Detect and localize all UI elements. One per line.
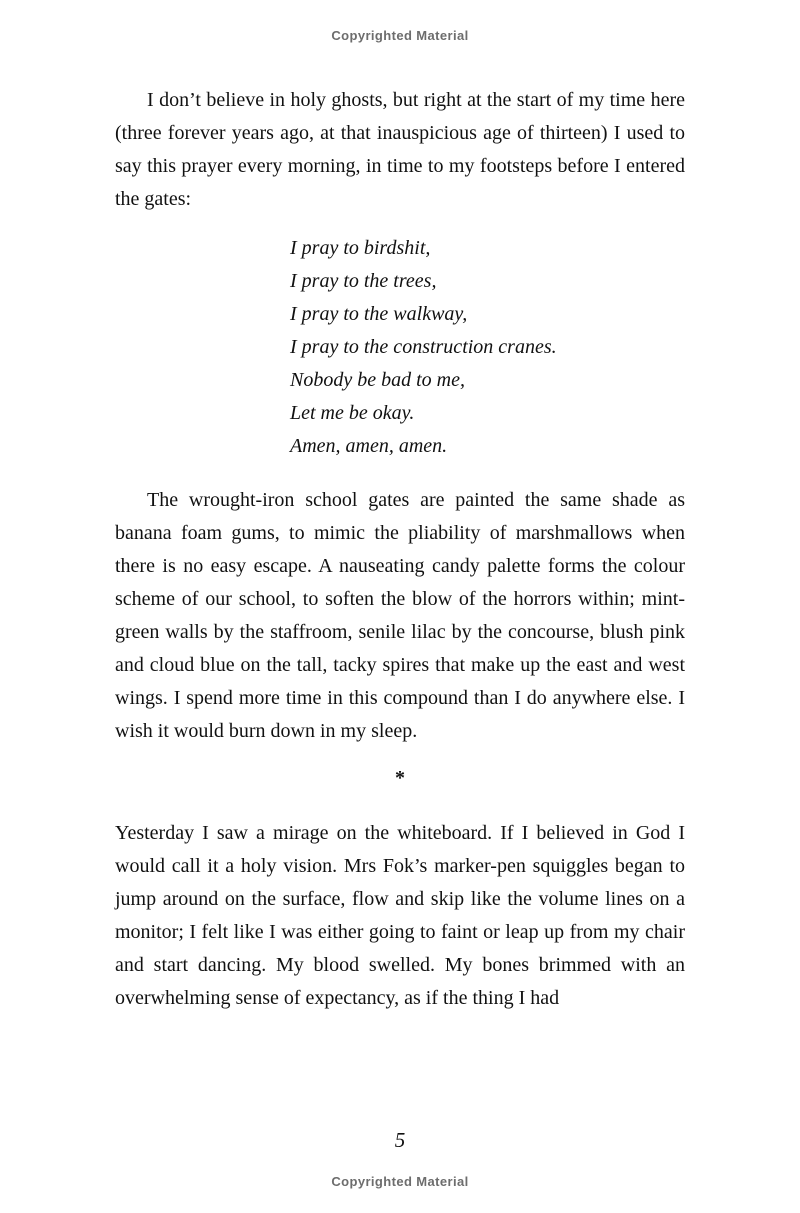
copyright-notice-bottom: Copyrighted Material	[331, 1174, 469, 1189]
paragraph-whiteboard-mirage: Yesterday I saw a mirage on the whiteboard. If I believed in God I would call it a holy vision. Mrs Fok’s marker-pen squiggles began to jump around on the surface, flow and skip like the volume lines on a monitor; I felt like I was either going to faint or leap up from my chair and start dancing. My blood swelled. My bones brimmed with an overwhelming sense of expectancy, as if the thing I had	[115, 822, 685, 1009]
poem-line: Nobody be bad to me,	[290, 369, 465, 391]
paragraph-prayer-intro: I don’t believe in holy ghosts, but right at the start of my time here (three forever years ago, at that inauspicious age of thirteen) I used to say this prayer every morning, in time to my footsteps before I entered the gates:	[115, 89, 685, 210]
paragraph-school-gates: The wrought-iron school gates are painted the same shade as banana foam gums, to mimic the pliability of marshmallows when there is no easy escape. A nauseating candy palette forms the colour scheme of our school, to soften the blow of the horrors within; mint-green walls by the staffroom, senile lilac by the concourse, blush pink and cloud blue on the tall, tacky spires that make up the east and west wings. I spend more time in this compound than I do anywhere else. I wish it would burn down in my sleep.	[115, 489, 685, 742]
poem-block	[290, 232, 685, 463]
section-break-asterisk: *	[395, 767, 405, 789]
poem-line: I pray to the construction cranes.	[290, 336, 557, 358]
poem-line: Amen, amen, amen.	[290, 435, 448, 457]
book-text-column	[115, 84, 685, 1029]
poem-line: I pray to the trees,	[290, 270, 437, 292]
poem-line: I pray to birdshit,	[290, 237, 431, 259]
poem-line: Let me be okay.	[290, 402, 415, 424]
page-number: 5	[394, 1128, 406, 1152]
poem-line: I pray to the walkway,	[290, 303, 468, 325]
copyright-notice-top: Copyrighted Material	[331, 28, 469, 43]
